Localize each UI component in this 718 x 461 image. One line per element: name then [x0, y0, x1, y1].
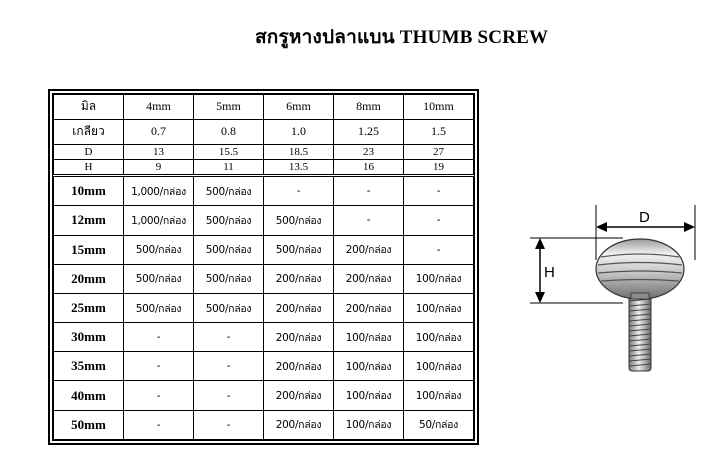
qty-cell: 1,000/กล่อง: [124, 176, 194, 206]
spec-value: 13.5: [264, 159, 334, 175]
qty-cell: 500/กล่อง: [124, 264, 194, 293]
qty-cell: -: [404, 206, 474, 235]
qty-cell: -: [334, 206, 404, 235]
table-row: [54, 264, 474, 293]
qty-cell: 200/กล่อง: [264, 381, 334, 410]
spec-row-pitch: [54, 119, 474, 144]
qty-cell: -: [124, 381, 194, 410]
length-label: 30mm: [54, 323, 124, 352]
table-row: [54, 235, 474, 264]
length-label: 35mm: [54, 352, 124, 381]
qty-cell: 100/กล่อง: [334, 410, 404, 439]
qty-cell: 500/กล่อง: [194, 264, 264, 293]
qty-cell: 200/กล่อง: [264, 352, 334, 381]
spec-value: 19: [404, 159, 474, 175]
qty-cell: 100/กล่อง: [404, 293, 474, 322]
page-title: สกรูหางปลาแบน THUMB SCREW: [255, 27, 549, 48]
qty-cell: -: [124, 410, 194, 439]
spec-label: D: [54, 144, 124, 159]
qty-cell: 100/กล่อง: [334, 323, 404, 352]
spec-value: 15.5: [194, 144, 264, 159]
dimension-h-label: H: [544, 264, 555, 281]
table-row: [54, 323, 474, 352]
qty-cell: 200/กล่อง: [264, 410, 334, 439]
qty-cell: -: [194, 352, 264, 381]
length-label: 50mm: [54, 410, 124, 439]
header-label: มิล: [54, 95, 124, 120]
table-row: [54, 206, 474, 235]
qty-cell: 100/กล่อง: [334, 381, 404, 410]
table-row: [54, 352, 474, 381]
spec-value: 0.7: [124, 119, 194, 144]
table-row: [54, 176, 474, 206]
spec-value: 16: [334, 159, 404, 175]
size-header: 10mm: [404, 95, 474, 120]
qty-cell: 200/กล่อง: [264, 323, 334, 352]
size-header: 5mm: [194, 95, 264, 120]
thumb-screw-diagram: [525, 205, 705, 385]
spec-label: H: [54, 159, 124, 175]
qty-cell: -: [194, 381, 264, 410]
qty-cell: 100/กล่อง: [404, 264, 474, 293]
spec-value: 0.8: [194, 119, 264, 144]
qty-cell: -: [404, 176, 474, 206]
qty-cell: 100/กล่อง: [404, 323, 474, 352]
length-label: 25mm: [54, 293, 124, 322]
table-row: [54, 293, 474, 322]
qty-cell: 200/กล่อง: [334, 293, 404, 322]
qty-cell: 1,000/กล่อง: [124, 206, 194, 235]
table-row: [54, 410, 474, 439]
spec-row-h: [54, 159, 474, 175]
qty-cell: 500/กล่อง: [194, 176, 264, 206]
qty-cell: 200/กล่อง: [334, 264, 404, 293]
screw-shaft: [629, 293, 651, 371]
spec-value: 23: [334, 144, 404, 159]
qty-cell: -: [194, 323, 264, 352]
qty-cell: -: [124, 323, 194, 352]
spec-value: 1.0: [264, 119, 334, 144]
length-label: 12mm: [54, 206, 124, 235]
table-header-row: [54, 95, 474, 120]
qty-cell: 100/กล่อง: [334, 352, 404, 381]
qty-cell: 200/กล่อง: [264, 293, 334, 322]
size-header: 8mm: [334, 95, 404, 120]
spec-value: 27: [404, 144, 474, 159]
size-header: 6mm: [264, 95, 334, 120]
length-label: 15mm: [54, 235, 124, 264]
qty-cell: 50/กล่อง: [404, 410, 474, 439]
qty-cell: 100/กล่อง: [404, 381, 474, 410]
qty-cell: 500/กล่อง: [124, 293, 194, 322]
spec-value: 13: [124, 144, 194, 159]
length-label: 20mm: [54, 264, 124, 293]
qty-cell: -: [334, 176, 404, 206]
spec-value: 1.5: [404, 119, 474, 144]
qty-cell: 200/กล่อง: [264, 264, 334, 293]
qty-cell: -: [404, 235, 474, 264]
length-label: 10mm: [54, 176, 124, 206]
qty-cell: -: [264, 176, 334, 206]
qty-cell: 100/กล่อง: [404, 352, 474, 381]
qty-cell: 500/กล่อง: [264, 235, 334, 264]
qty-cell: 500/กล่อง: [124, 235, 194, 264]
spec-value: 9: [124, 159, 194, 175]
length-label: 40mm: [54, 381, 124, 410]
qty-cell: 500/กล่อง: [194, 206, 264, 235]
spec-table: [48, 89, 479, 445]
spec-value: 11: [194, 159, 264, 175]
qty-cell: -: [194, 410, 264, 439]
dimension-d-label: D: [639, 209, 650, 226]
qty-cell: 200/กล่อง: [334, 235, 404, 264]
size-header: 4mm: [124, 95, 194, 120]
table-row: [54, 381, 474, 410]
spec-value: 1.25: [334, 119, 404, 144]
spec-value: 18.5: [264, 144, 334, 159]
screw-head: [596, 239, 684, 299]
spec-row-d: [54, 144, 474, 159]
qty-cell: 500/กล่อง: [264, 206, 334, 235]
qty-cell: 500/กล่อง: [194, 293, 264, 322]
qty-cell: 500/กล่อง: [194, 235, 264, 264]
qty-cell: -: [124, 352, 194, 381]
spec-label: เกลียว: [54, 119, 124, 144]
